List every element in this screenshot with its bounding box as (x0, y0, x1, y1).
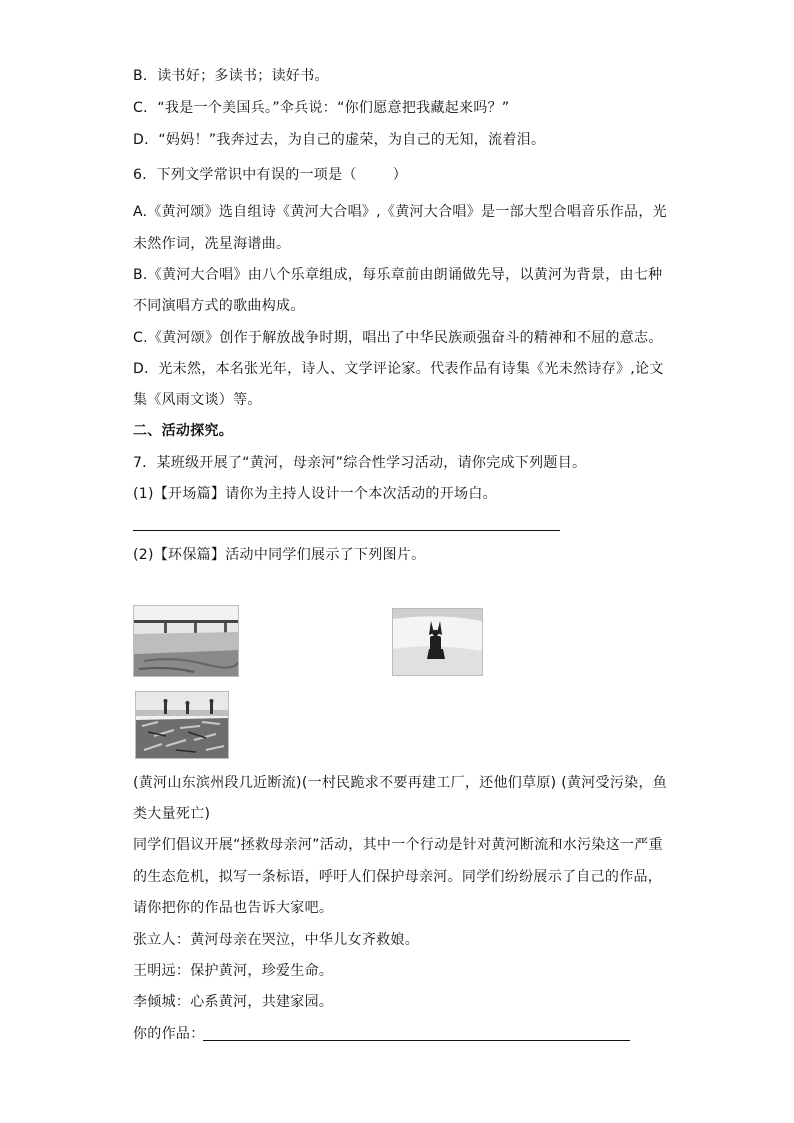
q6-stem-close: ） (392, 167, 408, 183)
q6-stem (133, 165, 407, 185)
q5-option-b: B．读书好；多读书；读好书。 (133, 68, 329, 84)
photo-caption-line2: 类大量死亡) (133, 806, 211, 822)
q6-option-d-line1: D．光未然，本名张光年，诗人、文学评论家。代表作品有诗集《光未然诗存》,论文 (133, 361, 664, 377)
slogan-wang: 王明远：保护黄河，珍爱生命。 (133, 963, 334, 979)
q7-part1: (1)【开场篇】请你为主持人设计一个本次活动的开场白。 (133, 486, 497, 502)
q5-option-d: D．“妈妈！”我奔过去，为自己的虚荣，为自己的无知，流着泪。 (133, 132, 546, 148)
your-work-label: 你的作品： (133, 1026, 205, 1042)
kneeling-villager-photo (392, 608, 483, 676)
q6-option-b-line2: 不同演唱方式的歌曲构成。 (133, 298, 305, 314)
q7-stem: 7．某班级开展了“黄河，母亲河”综合性学习活动，请你完成下列题目。 (133, 455, 587, 471)
q7-part2: (2)【环保篇】活动中同学们展示了下列图片。 (133, 547, 426, 563)
q6-option-b-line1: B.《黄河大合唱》由八个乐章组成，每乐章前由朗诵做先导，以黄河为背景，由七种 (133, 267, 663, 283)
slogan-zhang: 张立人：黄河母亲在哭泣，中华儿女齐救娘。 (133, 932, 419, 948)
photo-caption-line1: (黄河山东滨州段几近断流)(一村民跪求不要再建工厂，还他们草原) (黄河受污染，鱼 (133, 775, 668, 791)
q6-stem-text: 6．下列文学常识中有误的一项是（ (133, 167, 357, 183)
q7-paragraph-line3: 请你把你的作品也告诉大家吧。 (133, 900, 334, 916)
q7-paragraph-line1: 同学们倡议开展“拯救母亲河”活动，其中一个行动是针对黄河断流和水污染这一严重 (133, 837, 663, 853)
slogan-li: 李倾城：心系黄河，共建家园。 (133, 994, 334, 1010)
answer-line-slogan[interactable] (203, 1040, 630, 1041)
dead-fish-photo (135, 691, 229, 759)
q6-option-d-line2: 集《风雨文谈）等。 (133, 392, 262, 408)
q6-option-c: C.《黄河颂》创作于解放战争时期，唱出了中华民族顽强奋斗的精神和不屈的意志。 (133, 330, 663, 346)
answer-line-opening[interactable] (133, 530, 560, 531)
q6-option-a-line2: 未然作词，冼星海谱曲。 (133, 236, 291, 252)
bridge-dry-river-photo (133, 605, 239, 677)
section-heading: 二、活动探究。 (133, 423, 234, 439)
q7-paragraph-line2: 的生态危机，拟写一条标语，呼吁人们保护母亲河。同学们纷纷展示了自己的作品， (133, 869, 663, 885)
q6-option-a-line1: A.《黄河颂》选自组诗《黄河大合唱》,《黄河大合唱》是一部大型合唱音乐作品，光 (133, 204, 667, 220)
q5-option-c: C．“我是一个美国兵。”伞兵说：“你们愿意把我藏起来吗？” (133, 100, 510, 116)
